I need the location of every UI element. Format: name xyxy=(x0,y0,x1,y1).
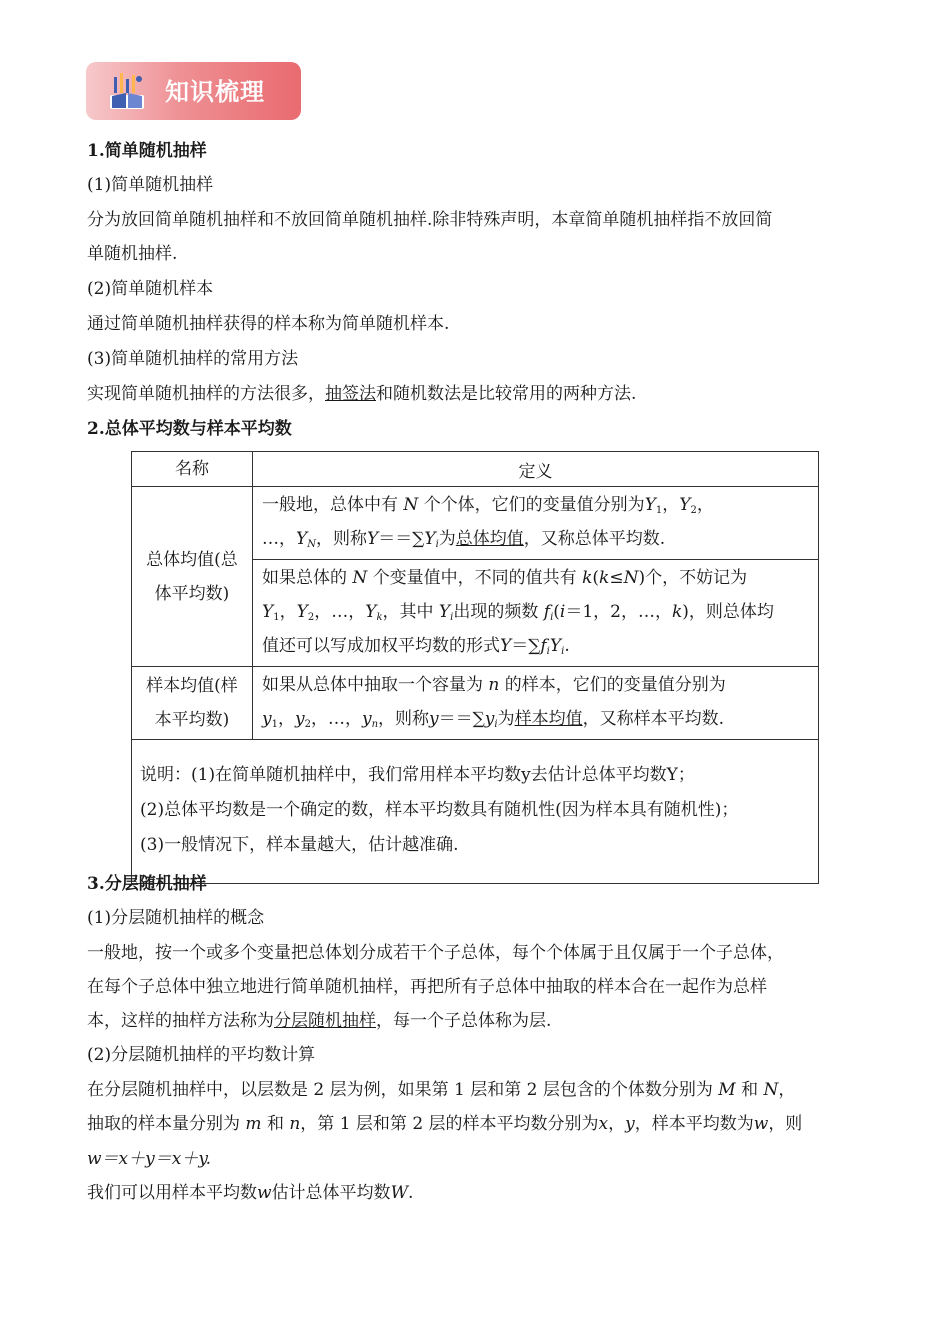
note-line-3: (3)一般情况下，样本量越大，估计越准确. xyxy=(140,835,459,855)
section-banner xyxy=(86,62,301,120)
sample-mean-name: 样本均值(样本平均数) xyxy=(132,667,253,740)
s3-p2-line4: 我们可以用样本平均数w估计总体平均数W. xyxy=(87,1183,414,1203)
book-icon xyxy=(108,71,146,111)
note-line-2: (2)总体平均数是一个确定的数，样本平均数具有随机性(因为样本具有随机性)； xyxy=(140,800,739,820)
s3-p1-line1: 一般地，按一个或多个变量把总体划分成若干个子总体，每个个体属于且仅属于一个子总体， xyxy=(87,943,784,963)
term-stratified-sampling: 分层随机抽样 xyxy=(274,1011,376,1031)
col-header-name: 名称 xyxy=(132,452,253,487)
s3-p1-title: (1)分层随机抽样的概念 xyxy=(87,908,265,928)
section-3-heading: 3.分层随机抽样 xyxy=(87,874,207,894)
s3-p2-line2: 抽取的样本量分别为 m 和 n，第 1 层和第 2 层的样本平均数分别为x，y，样本平均数为w，则 xyxy=(87,1114,803,1134)
s1-p2-text: 通过简单随机抽样获得的样本称为简单随机样本. xyxy=(87,314,450,334)
s1-p1-title: (1)简单随机抽样 xyxy=(87,175,214,195)
s1-p2-title: (2)简单随机样本 xyxy=(87,279,214,299)
section-2-heading: 2.总体平均数与样本平均数 xyxy=(87,419,292,439)
note-line-1: 说明：(1)在简单随机抽样中，我们常用样本平均数y去估计总体平均数Y； xyxy=(140,765,695,785)
term-lottery-method: 抽签法 xyxy=(325,384,376,404)
term-sample-mean: 样本均值 xyxy=(514,709,583,729)
section-1-heading: 1.简单随机抽样 xyxy=(87,141,207,161)
sample-mean-def: 如果从总体中抽取一个容量为 n 的样本，它们的变量值分别为 $y_1$，$y_2$，…，$y_n$，则称$y==\sum y_i$为样本均值，又称样本平均数. xyxy=(253,667,819,740)
population-mean-name: 总体均值(总体平均数) xyxy=(132,487,253,667)
table-note xyxy=(132,740,819,884)
banner-title: 知识梳理 xyxy=(165,78,265,106)
s3-p2-line1: 在分层随机抽样中，以层数是 2 层为例，如果第 1 层和第 2 层包含的个体数分别为 M 和 N， xyxy=(87,1080,796,1100)
s3-p1-line3: 本，这样的抽样方法称为分层随机抽样，每一个子总体称为层. xyxy=(87,1011,552,1031)
s1-p3-title: (3)简单随机抽样的常用方法 xyxy=(87,349,299,369)
population-mean-def-2: 如果总体的 N 个变量值中，不同的值共有 k(k≤N)个，不妨记为 $Y_1$，$Y_2$，…，$Y_k$，其中 $Y_i$出现的频数 $f_i(i=1$，2，…，k)，则总体均 值还可以写成加权平均数的形式$Y=\sum f_iY_i$. xyxy=(253,560,819,667)
col-header-definition: 定义 xyxy=(253,452,819,487)
s1-p1-line1: 分为放回简单随机抽样和不放回简单随机抽样.除非特殊声明，本章简单随机抽样指不放回简 xyxy=(87,210,773,230)
s3-p2-title: (2)分层随机抽样的平均数计算 xyxy=(87,1045,316,1065)
s1-p3-text: 实现简单随机抽样的方法很多，抽签法和随机数法是比较常用的两种方法. xyxy=(87,384,637,404)
s3-p1-line2: 在每个子总体中独立地进行简单随机抽样，再把所有子总体中抽取的样本合在一起作为总样 xyxy=(87,977,767,997)
term-population-mean: 总体均值 xyxy=(455,529,524,549)
s1-p1-line2: 单随机抽样. xyxy=(87,244,178,264)
mean-definition-table xyxy=(131,451,819,884)
s3-p2-formula: w＝x＋y＝x＋y. xyxy=(87,1149,212,1169)
population-mean-def-1: 一般地，总体中有 N 个个体，它们的变量值分别为$Y_1$，$Y_2$， …，$Y_N$，则称$Y==\sum Y_i$为总体均值，又称总体平均数. xyxy=(253,487,819,560)
